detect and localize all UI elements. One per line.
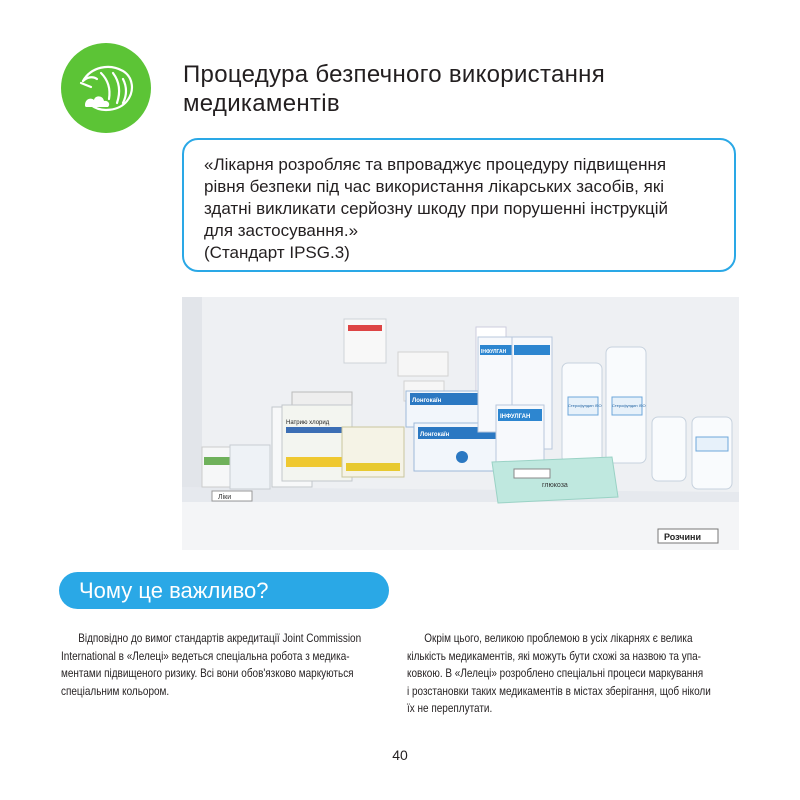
medicine-shelf-photo <box>182 297 739 550</box>
tray-label: глюкоза <box>542 482 568 489</box>
logo-badge <box>61 43 151 133</box>
paragraph-line: їх не переплутати. <box>407 702 493 715</box>
shelf-label-right: Розчини <box>664 532 702 542</box>
paragraph-line: International в «Лелеці» ведеться спеціальна робота з медика- <box>61 649 350 663</box>
page-title <box>183 60 703 118</box>
page-number: 40 <box>392 747 408 763</box>
paragraph-line: кількість медикаментів, які можуть бути схожі за назвою та упа- <box>407 649 701 663</box>
quote-line: рівня безпеки під час використання лікарських засобів, які <box>204 177 665 196</box>
body-column-right <box>407 630 711 718</box>
box-label: Лонгокаїн <box>420 432 450 438</box>
paragraph-line: і розстановки таких медикаментів в містах зберігання, щоб ніколи <box>407 684 711 698</box>
shelf-label-left: Ліки <box>218 494 232 501</box>
paragraph-line: ковкою. В «Лелеці» розроблено спеціальні процеси маркування <box>407 667 704 680</box>
paragraph-line: ментами підвищеного ризику. Всі вони обов'язково маркуються <box>61 667 354 680</box>
title-line: Процедура безпечного використання <box>183 61 606 88</box>
box-label: Стерофундин ISO <box>568 403 602 408</box>
box-label: Лонгокаїн <box>412 398 442 404</box>
paragraph-line: спеціальним кольором. <box>61 684 170 698</box>
body-column-left <box>61 630 361 700</box>
box-label: Стерофундин ISO <box>612 403 646 408</box>
paragraph-line: Відповідно до вимог стандартів акредитації Joint Commission <box>78 632 362 645</box>
quote-line: здатні викликати серйозну шкоду при порушенні інструкцій <box>204 199 668 218</box>
section-heading: Чому це важливо? <box>59 572 389 609</box>
box-label: ІНФУЛГАН <box>500 414 531 420</box>
box-label: ІНФУЛГАН <box>481 349 507 355</box>
standard-quote-box <box>182 138 736 272</box>
quote-line: «Лікарня розробляє та впроваджує процедуру підвищення <box>204 155 667 174</box>
paragraph-line: Окрім цього, великою проблемою в усіх лікарнях є велика <box>424 632 693 645</box>
title-line: медикаментів <box>183 90 340 117</box>
quote-line: для застосування.» <box>204 221 359 240</box>
shell-icon <box>61 43 151 133</box>
box-label: Натрию хлорид <box>286 420 330 426</box>
quote-source: (Стандарт IPSG.3) <box>204 243 350 262</box>
